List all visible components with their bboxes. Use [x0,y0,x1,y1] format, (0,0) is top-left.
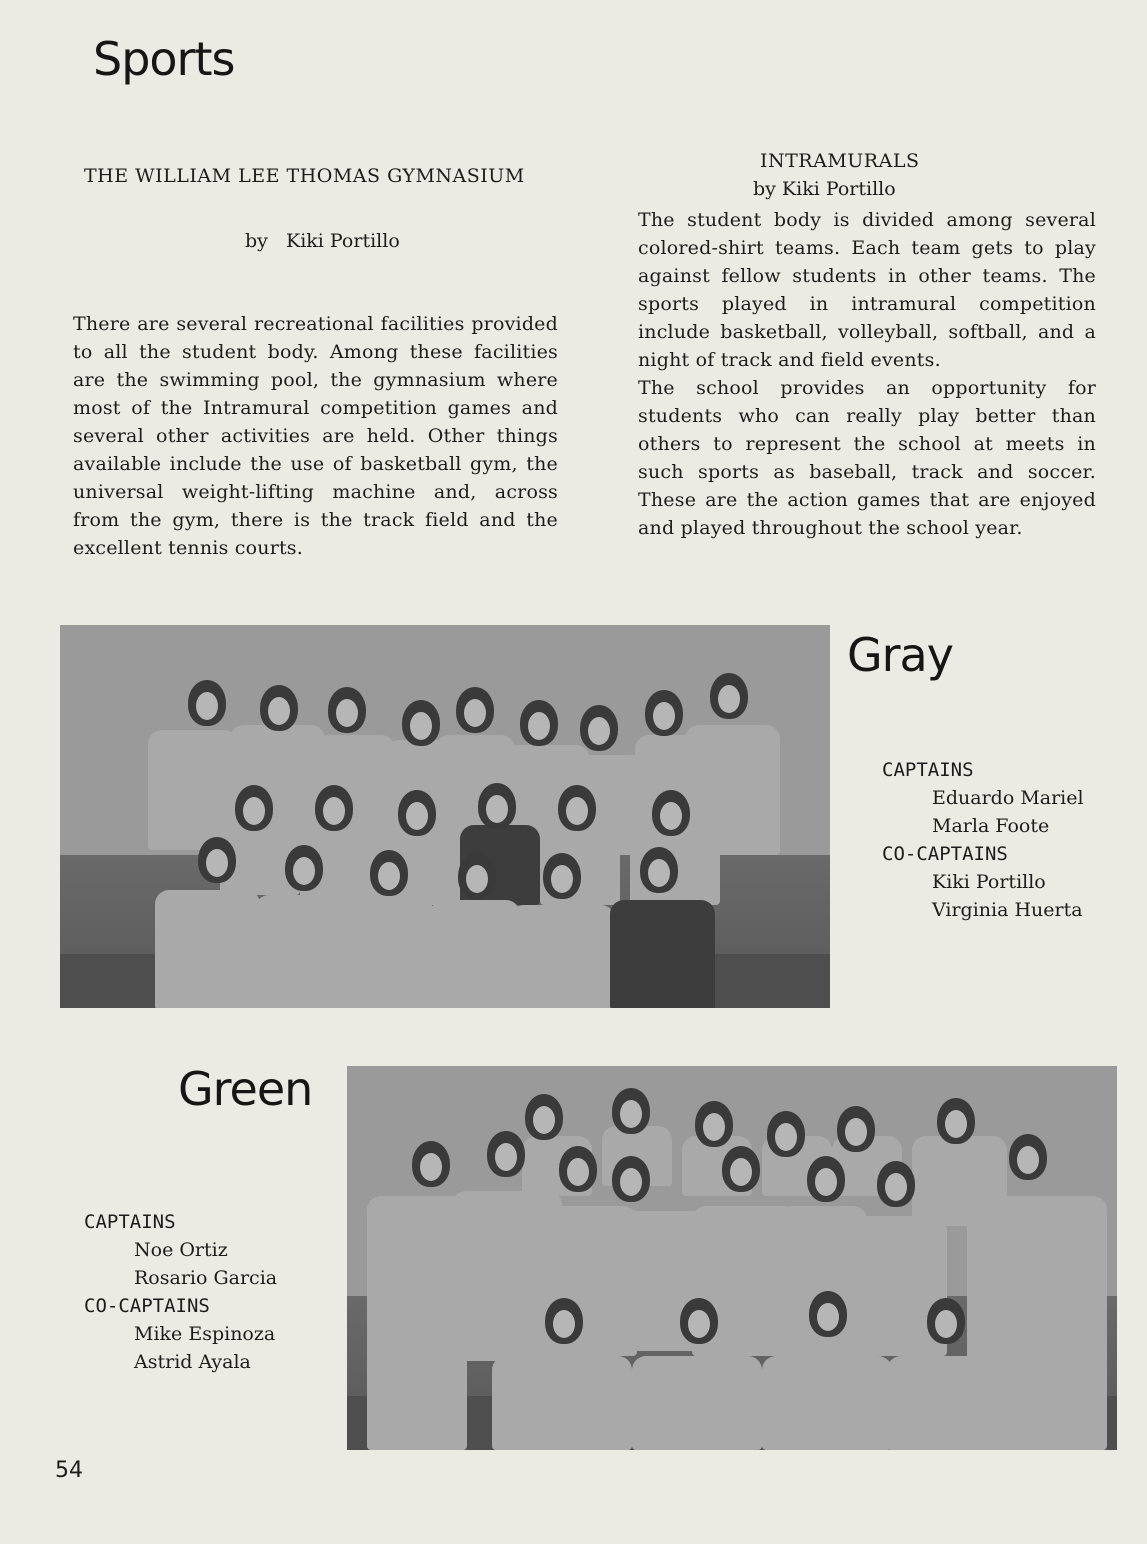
intramurals-paragraph-1: The student body is divided among several colored-shirt teams. Each team gets to play against fellow students in other teams. The sports played in intramural competition include basketball, volleyball, softball, and a night of track and field events. [638,209,1096,371]
person-head [877,1161,915,1207]
page-number: 54 [55,1458,83,1483]
person-shirt [255,895,350,1008]
person-head [412,1141,450,1187]
cocaptains-label: CO-CAPTAINS [84,1295,210,1317]
cocaptains-label: CO-CAPTAINS [882,843,1008,865]
person-head [525,1094,563,1140]
cocaptain-name: Mike Espinoza [134,1323,276,1345]
person-head [710,673,748,719]
person-shirt [430,900,520,1008]
cocaptain-name: Astrid Ayala [134,1351,251,1373]
person-shirt [610,900,715,1008]
person-shirt [155,890,260,1008]
gymnasium-article-paragraph: There are several recreational facilities provided to all the student body. Among these facilities are the swimming pool, the gymnasium where most of the Intramural competition games and several other activities are held. Other things available include the use of basketball gym, the universal weight-lifting machine and, across from the gym, there is the track field and the excellent tennis courts. [73,313,558,559]
person-head [198,837,236,883]
person-head [478,783,516,829]
person-head [370,850,408,896]
person-shirt [887,1356,1007,1450]
person-head [558,785,596,831]
green-team-title: Green [178,1062,313,1116]
cocaptain-name: Kiki Portillo [932,871,1046,893]
captain-name: Noe Ortiz [134,1239,228,1261]
captain-name: Marla Foote [932,815,1050,837]
person-head [652,790,690,836]
person-head [285,845,323,891]
person-head [520,700,558,746]
intramurals-article-body [638,206,1096,542]
person-head [809,1291,847,1337]
person-head [680,1298,718,1344]
person-shirt [762,1356,892,1450]
person-head [580,705,618,751]
person-head [188,680,226,726]
gymnasium-article-byline: by Kiki Portillo [245,230,400,252]
section-title: Sports [93,32,235,86]
person-head [1009,1134,1047,1180]
person-head [559,1146,597,1192]
person-head [315,785,353,831]
person-head [260,685,298,731]
gymnasium-article-body [73,310,558,562]
green-team-roster [84,1208,277,1376]
captains-label: CAPTAINS [882,759,974,781]
intramurals-paragraph-2: The school provides an opportunity for students who can really play better than others to represent the school at meets in such sports as baseball, track and soccer. These are the action games that are enjoyed and played throughout the school year. [638,377,1096,539]
intramurals-article-heading: INTRAMURALS [760,150,920,172]
person-shirt [510,905,615,1008]
person-head [807,1156,845,1202]
person-head [328,687,366,733]
person-head [612,1088,650,1134]
person-head [645,690,683,736]
captain-name: Eduardo Mariel [932,787,1084,809]
gray-team-photo [60,625,830,1008]
gymnasium-article-heading: THE WILLIAM LEE THOMAS GYMNASIUM [84,165,525,187]
person-head [456,687,494,733]
person-head [640,847,678,893]
person-shirt [632,1356,762,1450]
person-head [398,790,436,836]
person-head [458,853,496,899]
intramurals-article-byline: by Kiki Portillo [753,178,896,200]
person-head [543,853,581,899]
person-head [545,1298,583,1344]
person-head [837,1106,875,1152]
person-head [402,700,440,746]
person-shirt [492,1356,632,1450]
gray-team-title: Gray [847,628,953,682]
person-head [937,1098,975,1144]
captains-label: CAPTAINS [84,1211,176,1233]
person-shirt [340,900,435,1008]
cocaptain-name: Virginia Huerta [932,899,1083,921]
person-head [487,1131,525,1177]
person-head [927,1298,965,1344]
green-team-photo [347,1066,1117,1450]
person-head [767,1111,805,1157]
person-head [612,1156,650,1202]
captain-name: Rosario Garcia [134,1267,278,1289]
person-head [235,785,273,831]
person-head [695,1101,733,1147]
person-head [722,1146,760,1192]
gray-team-roster [882,756,1084,924]
